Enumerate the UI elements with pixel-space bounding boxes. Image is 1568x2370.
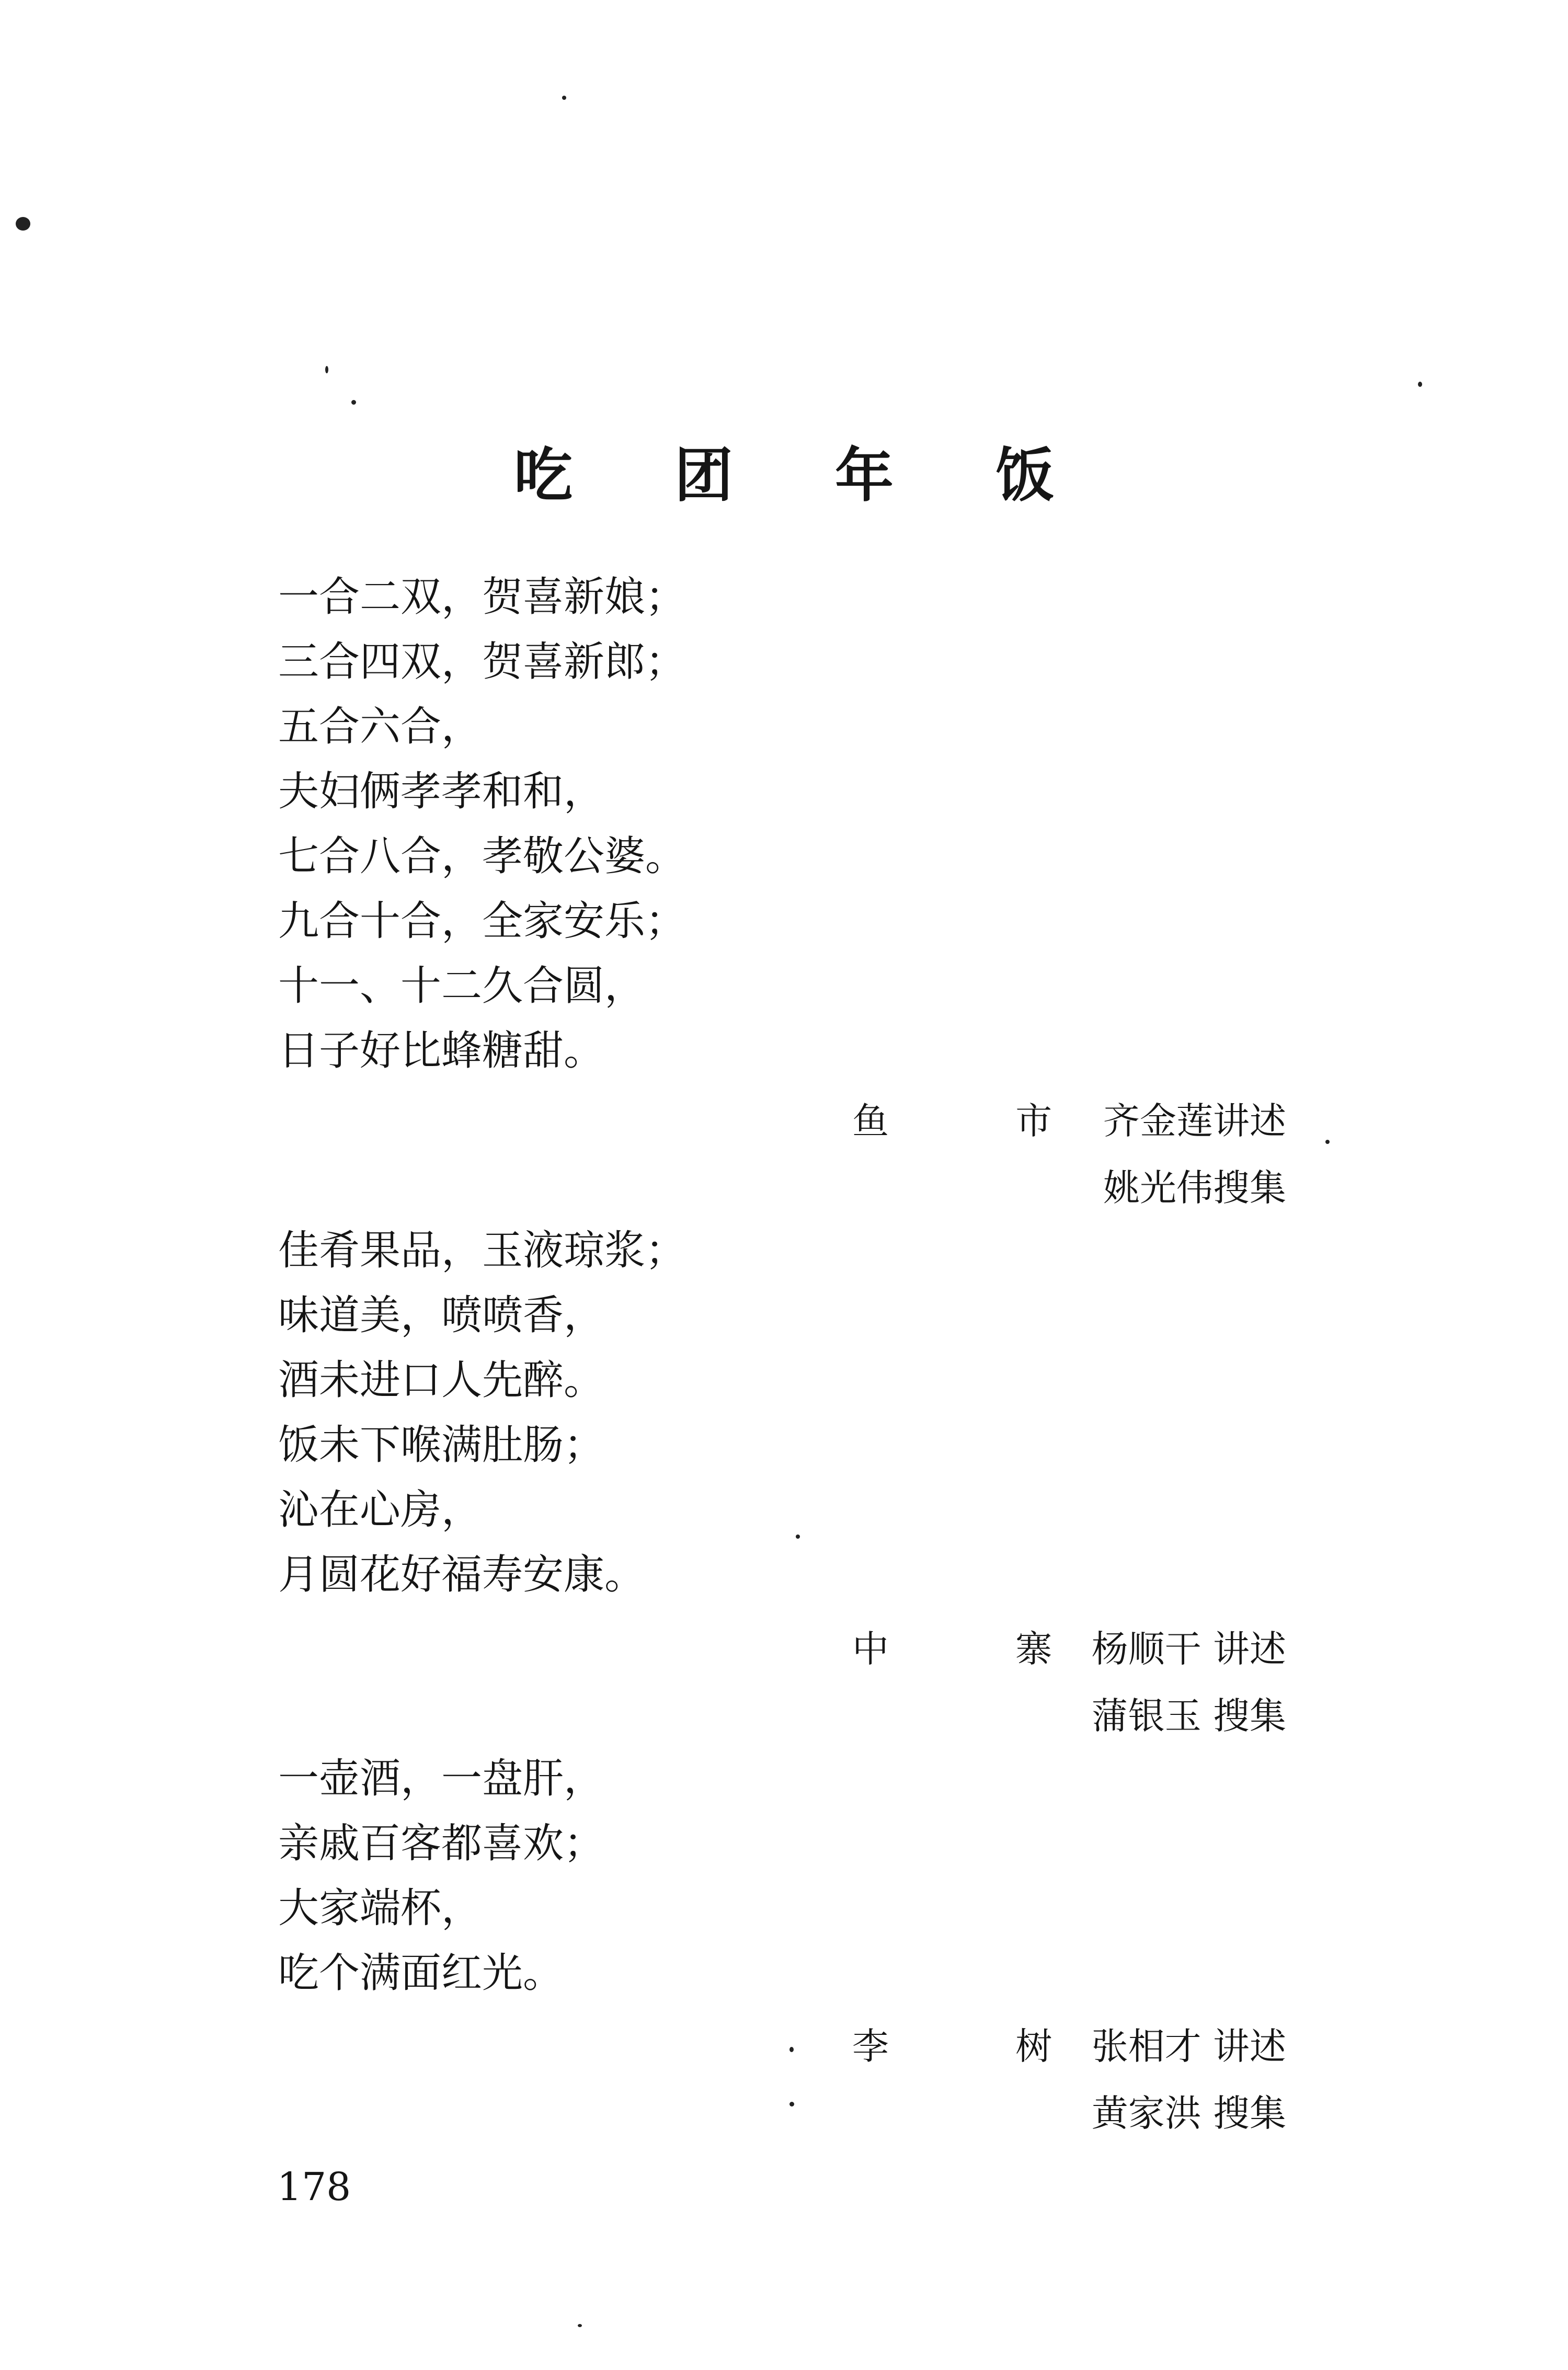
poem-line: 十一、十二久合圆， — [278, 963, 646, 1010]
poem-line: 亲戚百客都喜欢； — [278, 1820, 605, 1867]
poem-section-2 — [278, 1218, 686, 1607]
credit-place: 中 寨 — [852, 1628, 1110, 1670]
credit-row-collector — [816, 2080, 1286, 2147]
poem-line: 味道美，喷喷香， — [278, 1292, 605, 1339]
credit-section-3 — [816, 2013, 1286, 2147]
credit-row-narrator — [816, 1087, 1286, 1154]
credit-section-2 — [816, 1616, 1286, 1749]
poem-line: 七合八合，孝敬公婆。 — [278, 833, 686, 880]
scan-speck — [351, 400, 356, 405]
scan-speck — [16, 217, 30, 231]
scan-speck — [578, 2324, 582, 2327]
poem-line: 五合六合， — [278, 703, 483, 750]
credit-row-narrator — [816, 2013, 1286, 2080]
credit-row-collector — [816, 1682, 1286, 1749]
poem-line: 月圆花好福寿安康。 — [278, 1551, 646, 1598]
poem-section-3 — [278, 1746, 604, 2006]
poem-line: 大家端杯， — [278, 1885, 483, 1932]
scan-speck — [796, 1535, 800, 1539]
credit-collector: 黄家洪 搜集 — [1091, 2092, 1286, 2135]
scan-speck — [562, 96, 566, 100]
poem-line: 佳肴果品，玉液琼浆； — [278, 1227, 686, 1274]
credit-row-collector — [816, 1154, 1286, 1221]
credit-narrator: 齐金莲讲述 — [1103, 1100, 1286, 1142]
page-title: 吃 团 年 饭 — [514, 442, 1095, 510]
credit-section-1 — [816, 1087, 1286, 1221]
credit-place: 鱼 市 — [852, 1100, 1110, 1142]
poem-line: 沁在心房， — [278, 1486, 483, 1533]
poem-line: 一合二双，贺喜新娘； — [278, 574, 686, 621]
poem-line: 吃个满面红光。 — [278, 1950, 564, 1997]
credit-collector: 姚光伟搜集 — [1103, 1166, 1286, 1209]
scan-speck — [1325, 1140, 1330, 1144]
poem-line: 三合四双，贺喜新郎； — [278, 638, 686, 685]
poem-section-1 — [278, 565, 686, 1083]
poem-line: 一壶酒，一盘肝， — [278, 1755, 605, 1802]
poem-line: 九合十合，全家安乐； — [278, 898, 686, 945]
credit-place: 李 树 — [852, 2025, 1110, 2068]
scan-speck — [325, 366, 328, 373]
scan-speck — [1418, 382, 1422, 387]
poem-line: 夫妇俩孝孝和和， — [278, 768, 605, 815]
poem-line: 饭未下喉满肚肠； — [278, 1422, 605, 1469]
scan-speck — [789, 2047, 794, 2052]
poem-line: 日子好比蜂糖甜。 — [278, 1027, 605, 1074]
credit-row-narrator — [816, 1616, 1286, 1682]
credit-narrator: 杨顺干 讲述 — [1091, 1628, 1286, 1670]
credit-collector: 蒲银玉 搜集 — [1091, 1695, 1286, 1737]
page-number: 178 — [277, 2165, 351, 2209]
poem-line: 酒未进口人先醉。 — [278, 1357, 605, 1404]
credit-narrator: 张相才 讲述 — [1091, 2025, 1286, 2068]
scan-speck — [789, 2102, 794, 2106]
